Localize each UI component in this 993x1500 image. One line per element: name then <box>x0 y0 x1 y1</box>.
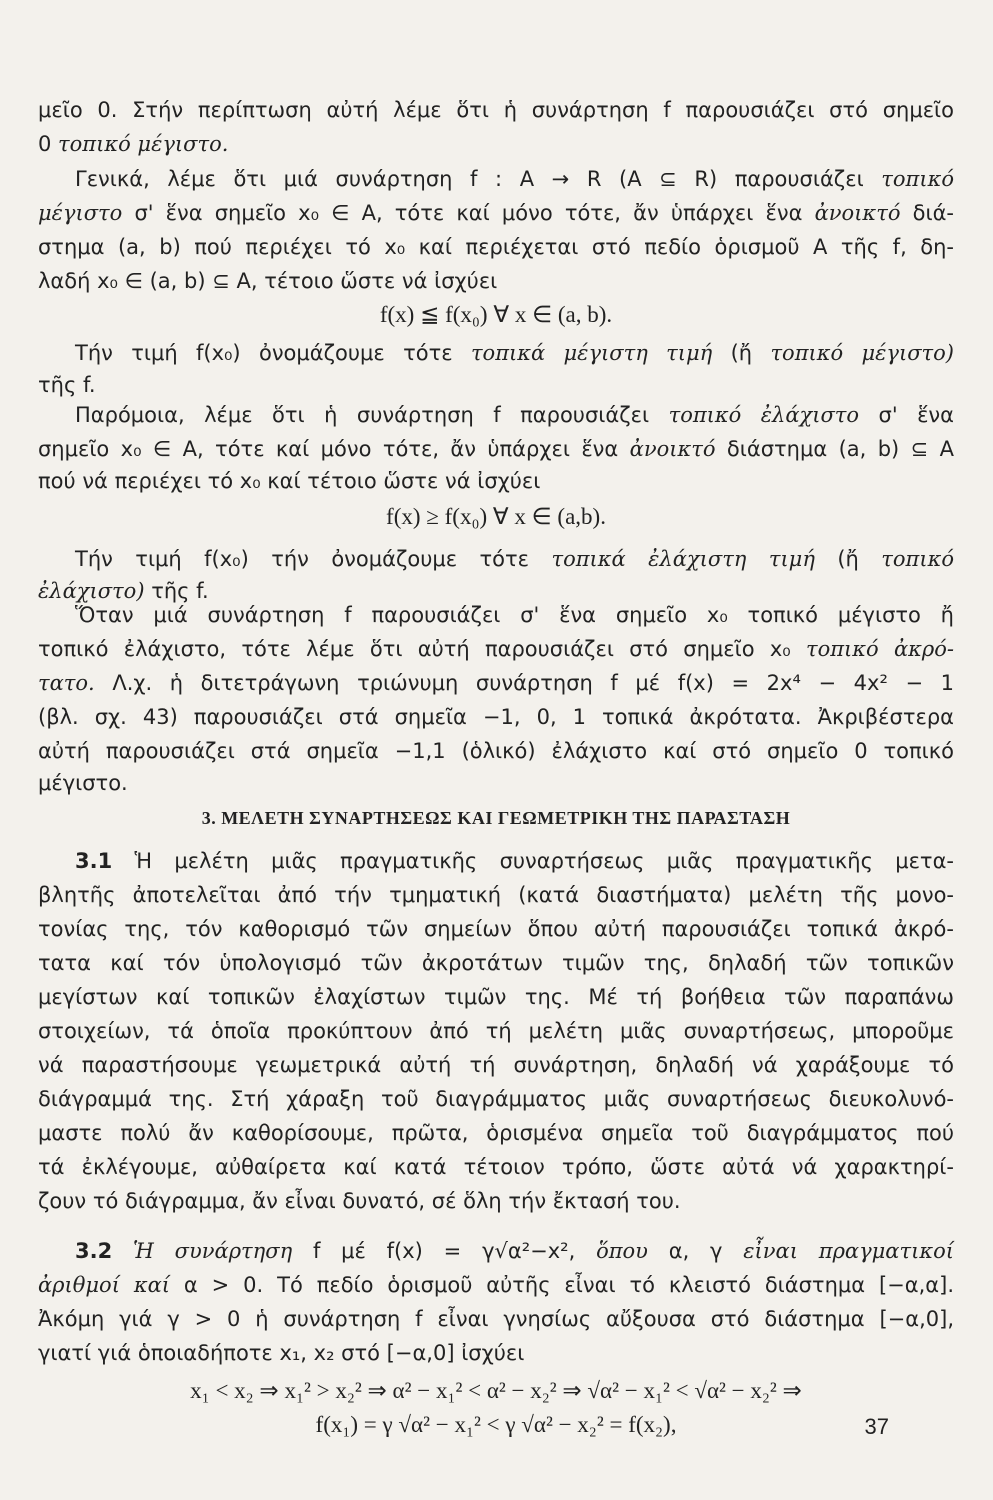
text-line <box>38 1014 954 1048</box>
text-span: νά παραστήσουμε γεωμετρικά αὐτή τή συνάρτηση, δηλαδή νά χαράξουμε τό <box>38 1053 954 1077</box>
text-span: μεγίστων καί τοπικῶν ἐλαχίστων τιμῶν της. Μέ τή βοήθεια τῶν παραπάνω <box>38 985 954 1009</box>
text-span: Τήν τιμή f(x₀) ὀνομάζουμε τότε <box>75 341 471 365</box>
text-line <box>38 264 954 298</box>
text-span: Τήν τιμή f(x₀) τήν ὀνομάζουμε τότε <box>75 547 552 571</box>
text-span: διά- <box>900 201 954 225</box>
text-line <box>38 127 954 161</box>
italic-term: ἐλάχιστο) <box>38 579 145 603</box>
text-line <box>38 734 954 768</box>
italic-term: ἀριθμοί καί <box>38 1273 171 1297</box>
text-span: διάγραμμά της. Στή χάραξη τοῦ διαγράμματος μιᾶς συναρτήσεως διευκολυνό- <box>38 1087 954 1111</box>
text-line <box>38 1082 954 1116</box>
text-line <box>38 1336 954 1370</box>
text-span: Ὅταν μιά συνάρτηση f παρουσιάζει σ' ἕνα σημεῖο x₀ τοπικό μέγιστο ἤ <box>75 603 954 627</box>
formula-local-max <box>38 298 954 332</box>
text-line <box>38 464 954 498</box>
italic-term: τοπικό <box>881 547 954 571</box>
text-span: στοιχείων, τά ὁποῖα προκύπτουν ἀπό τή μελέτη μιᾶς συναρτήσεως, μποροῦμε <box>38 1019 954 1043</box>
text-span: μαστε πολύ ἄν καθορίσουμε, πρῶτα, ὁρισμένα σημεῖα τοῦ διαγράμματος πού <box>38 1121 954 1145</box>
text-span: α, γ <box>647 1239 744 1263</box>
text-span: σημεῖο x₀ ∈ A, τότε καί μόνο τότε, ἄν ὑπάρχει ἕνα <box>38 437 630 461</box>
text-line <box>38 1184 954 1218</box>
text-line <box>75 162 954 196</box>
text-span: βλητῆς ἀποτελεῖται ἀπό τήν τμηματική (κατά διαστήματα) μελέτη τῆς μονο- <box>38 883 954 907</box>
text-span: Ἡ μελέτη μιᾶς πραγματικῆς συναρτήσεως μιᾶς πραγματικῆς μετα- <box>112 849 954 873</box>
formula-text: x₁ < x₂ ⇒ x₁² > x₂² ⇒ α² − x₁² < α² − x₂² ⇒ √α² − x₁² < √α² − x₂² ⇒ <box>190 1378 802 1403</box>
text-span: τῆς f. <box>144 579 209 603</box>
text-span: στημα (a, b) πού περιέχει τό x₀ καί περιέχεται στό πεδίο ὁρισμοῦ A τῆς f, δη- <box>38 235 954 259</box>
text-span: αὐτή παρουσιάζει στά σημεῖα −1,1 (ὁλικό) ἐλάχιστο καί στό σημεῖο 0 τοπικό <box>38 739 954 763</box>
formula-local-min <box>38 500 954 534</box>
text-span: τονίας της, τόν καθορισμό τῶν σημείων ὅπου αὐτή παρουσιάζει τοπικά ἀκρό- <box>38 917 954 941</box>
italic-term: Ἡ συνάρτηση <box>112 1239 293 1263</box>
formula-monotonic-result <box>38 1408 954 1442</box>
text-line <box>38 632 954 666</box>
text-span: πού νά περιέχει τό x₀ καί τέτοιο ὥστε νά ἰσχύει <box>38 469 541 493</box>
text-line <box>75 1234 954 1268</box>
text-line <box>38 432 954 466</box>
text-line <box>38 766 954 800</box>
text-span: Ἀκόμη γιά γ > 0 ἡ συνάρτηση f εἶναι γνησίως αὔξουσα στό διάστημα [−α,0], <box>38 1307 954 1331</box>
text-line <box>75 542 954 576</box>
italic-term: εἶναι πραγματικοί <box>743 1239 954 1263</box>
section-number: 3.2 <box>75 1239 113 1263</box>
text-line <box>38 878 954 912</box>
text-span: μεῖο 0. Στήν περίπτωση αὐτή λέμε ὅτι ἡ συνάρτηση f παρουσιάζει στό σημεῖο <box>38 98 954 122</box>
text-line <box>38 912 954 946</box>
text-span: α > 0. Τό πεδίο ὁρισμοῦ αὐτῆς εἶναι τό κλειστό διάστημα [−α,α]. <box>170 1273 955 1297</box>
formula-inequality-chain <box>38 1374 954 1408</box>
section-heading: 3. ΜΕΛΕΤΗ ΣΥΝΑΡΤΗΣΕΩΣ ΚΑΙ ΓΕΩΜΕΤΡΙΚΗ ΤΗΣ ΠΑΡΑΣΤΑΣΗ <box>201 808 791 828</box>
text-line <box>38 196 954 230</box>
text-line <box>38 1302 954 1336</box>
text-span: Λ.χ. ἡ διτετράγωνη τριώνυμη συνάρτηση f μέ f(x) = 2x⁴ − 4x² − 1 <box>94 671 954 695</box>
text-line <box>75 398 954 432</box>
text-line <box>38 1150 954 1184</box>
text-span: (ἤ <box>712 341 771 365</box>
text-span: Γενικά, λέμε ὅτι μιά συνάρτηση f : A → R (A ⊆ R) παρουσιάζει <box>75 167 882 191</box>
text-span: τά ἐκλέγουμε, αὐθαίρετα καί κατά τέτοιον τρόπο, ὥστε αὐτά νά χαρακτηρί- <box>38 1155 954 1179</box>
italic-term: τατο. <box>38 671 95 695</box>
text-span: τοπικό ἐλάχιστο, τότε λέμε ὅτι αὐτή παρουσιάζει στό σημεῖο x₀ <box>38 637 806 661</box>
text-line <box>38 230 954 264</box>
text-line <box>75 844 954 878</box>
formula-text: f(x₁) = γ √α² − x₁² < γ √α² − x₂² = f(x₂), <box>315 1412 677 1437</box>
text-line <box>75 336 954 370</box>
formula-text: f(x) ≦ f(x₀) ∀ x ∈ (a, b). <box>379 302 613 327</box>
formula-text: f(x) ≥ f(x₀) ∀ x ∈ (a,b). <box>386 504 606 529</box>
page-number: 37 <box>864 1414 889 1439</box>
text-span: (ἤ <box>814 547 882 571</box>
text-line <box>38 1268 954 1302</box>
italic-term: τοπικά ἐλάχιστη τιμή <box>551 547 815 571</box>
italic-term: ἀνοικτό <box>629 437 716 461</box>
italic-term: μέγιστο <box>38 201 123 225</box>
text-span: διάστημα (a, b) ⊆ A <box>715 437 954 461</box>
text-line <box>38 980 954 1014</box>
text-span: γιατί γιά ὁποιαδήποτε x₁, x₂ στό [−α,0] ἰσχύει <box>38 1341 525 1365</box>
text-line <box>75 598 954 632</box>
text-span: Παρόμοια, λέμε ὅτι ἡ συνάρτηση f παρουσιάζει <box>75 403 669 427</box>
text-line <box>38 1048 954 1082</box>
text-line <box>38 946 954 980</box>
italic-term: τοπικό μέγιστο) <box>770 341 954 365</box>
italic-term: ἀνοικτό <box>814 201 901 225</box>
text-line <box>38 700 954 734</box>
italic-term: ὅπου <box>575 1239 648 1263</box>
text-span: λαδή x₀ ∈ (a, b) ⊆ A, τέτοιο ὥστε νά ἰσχύει <box>38 269 498 293</box>
italic-term: τοπικά μέγιστη τιμή <box>470 341 713 365</box>
text-span: σ' ἕνα σημεῖο x₀ ∈ A, τότε καί μόνο τότε, ἄν ὑπάρχει ἕνα <box>122 201 815 225</box>
italic-term: τοπικό <box>881 167 954 191</box>
text-span: σ' ἕνα <box>859 403 955 427</box>
text-span: 0 <box>38 132 59 156</box>
section-number: 3.1 <box>75 849 113 873</box>
italic-term: τοπικό ἐλάχιστο <box>668 403 860 427</box>
text-span: (βλ. σχ. 43) παρουσιάζει στά σημεῖα −1, 0, 1 τοπικά ἀκρότατα. Ἀκριβέστερα <box>38 705 954 729</box>
text-line <box>38 666 954 700</box>
italic-term: τοπικό ἀκρό- <box>805 637 954 661</box>
italic-term: τοπικό μέγιστο. <box>58 132 229 156</box>
text-line <box>38 368 954 402</box>
text-line <box>38 1116 954 1150</box>
text-line <box>38 93 954 127</box>
text-span: f μέ f(x) = γ√α²−x², <box>292 1239 576 1263</box>
text-span: μέγιστο. <box>38 771 128 795</box>
text-span: ζουν τό διάγραμμα, ἄν εἶναι δυνατό, σέ ὅλη τήν ἔκτασή του. <box>38 1189 681 1213</box>
text-span: τῆς f. <box>38 373 96 397</box>
text-span: τατα καί τόν ὑπολογισμό τῶν ἀκροτάτων τιμῶν της, δηλαδή τῶν τοπικῶν <box>38 951 954 975</box>
